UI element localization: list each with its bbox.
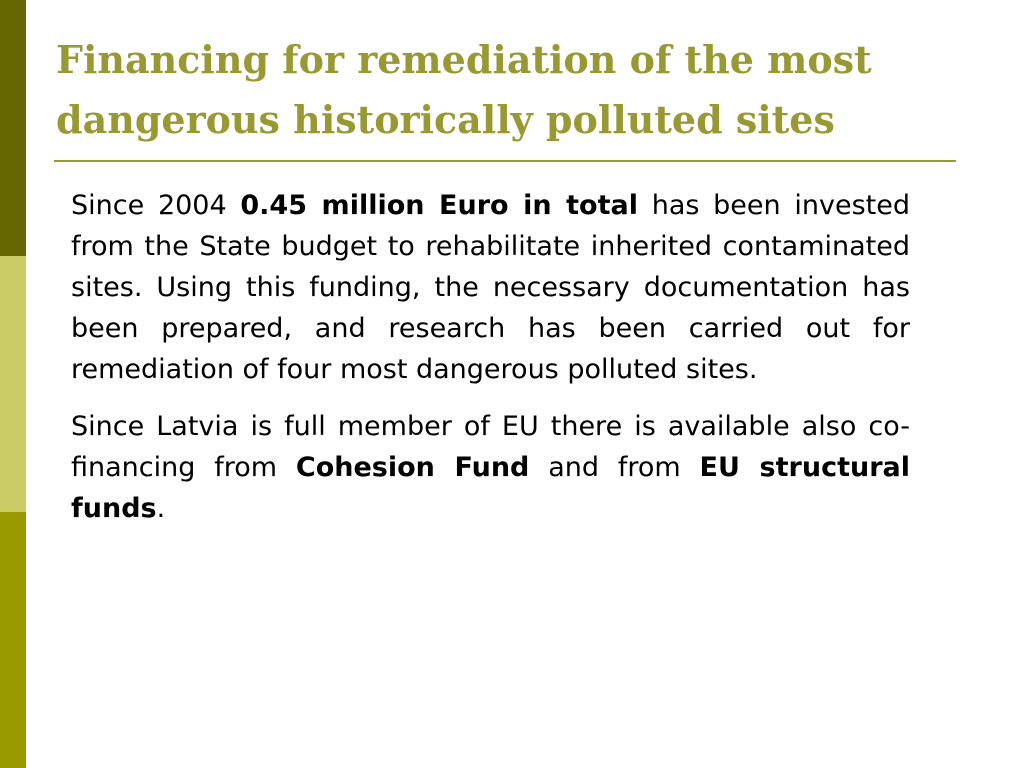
paragraph1-text-after: has been invested from the State budget to rehabilitate inherited contaminated sites. Using this funding, the necessary documentation has been prepared, and research has been carried out for remediation of four most dangerous polluted sites. <box>71 190 910 385</box>
accent-bar-top <box>0 0 26 256</box>
slide-title: Financing for remediation of the most dangerous historically polluted sites <box>56 37 872 142</box>
paragraph2-text-middle: and from <box>529 452 700 483</box>
slide-body <box>71 185 910 545</box>
accent-bar-middle <box>0 256 26 512</box>
paragraph-state-budget <box>71 185 910 390</box>
title-divider <box>54 160 956 162</box>
paragraph-eu-cofinancing <box>71 406 910 529</box>
paragraph2-bold-cohesion-fund: Cohesion Fund <box>295 452 530 483</box>
paragraph1-bold-amount: 0.45 million Euro in total <box>240 190 638 221</box>
paragraph2-text-after: . <box>156 493 166 524</box>
accent-bar-bottom <box>0 512 26 768</box>
paragraph2-bold-structural-funds: EU structural funds <box>71 452 910 524</box>
paragraph2-text-before: Since Latvia is full member of EU there is available also co-financing from <box>71 411 910 483</box>
paragraph1-text-before: Since 2004 <box>71 190 241 221</box>
